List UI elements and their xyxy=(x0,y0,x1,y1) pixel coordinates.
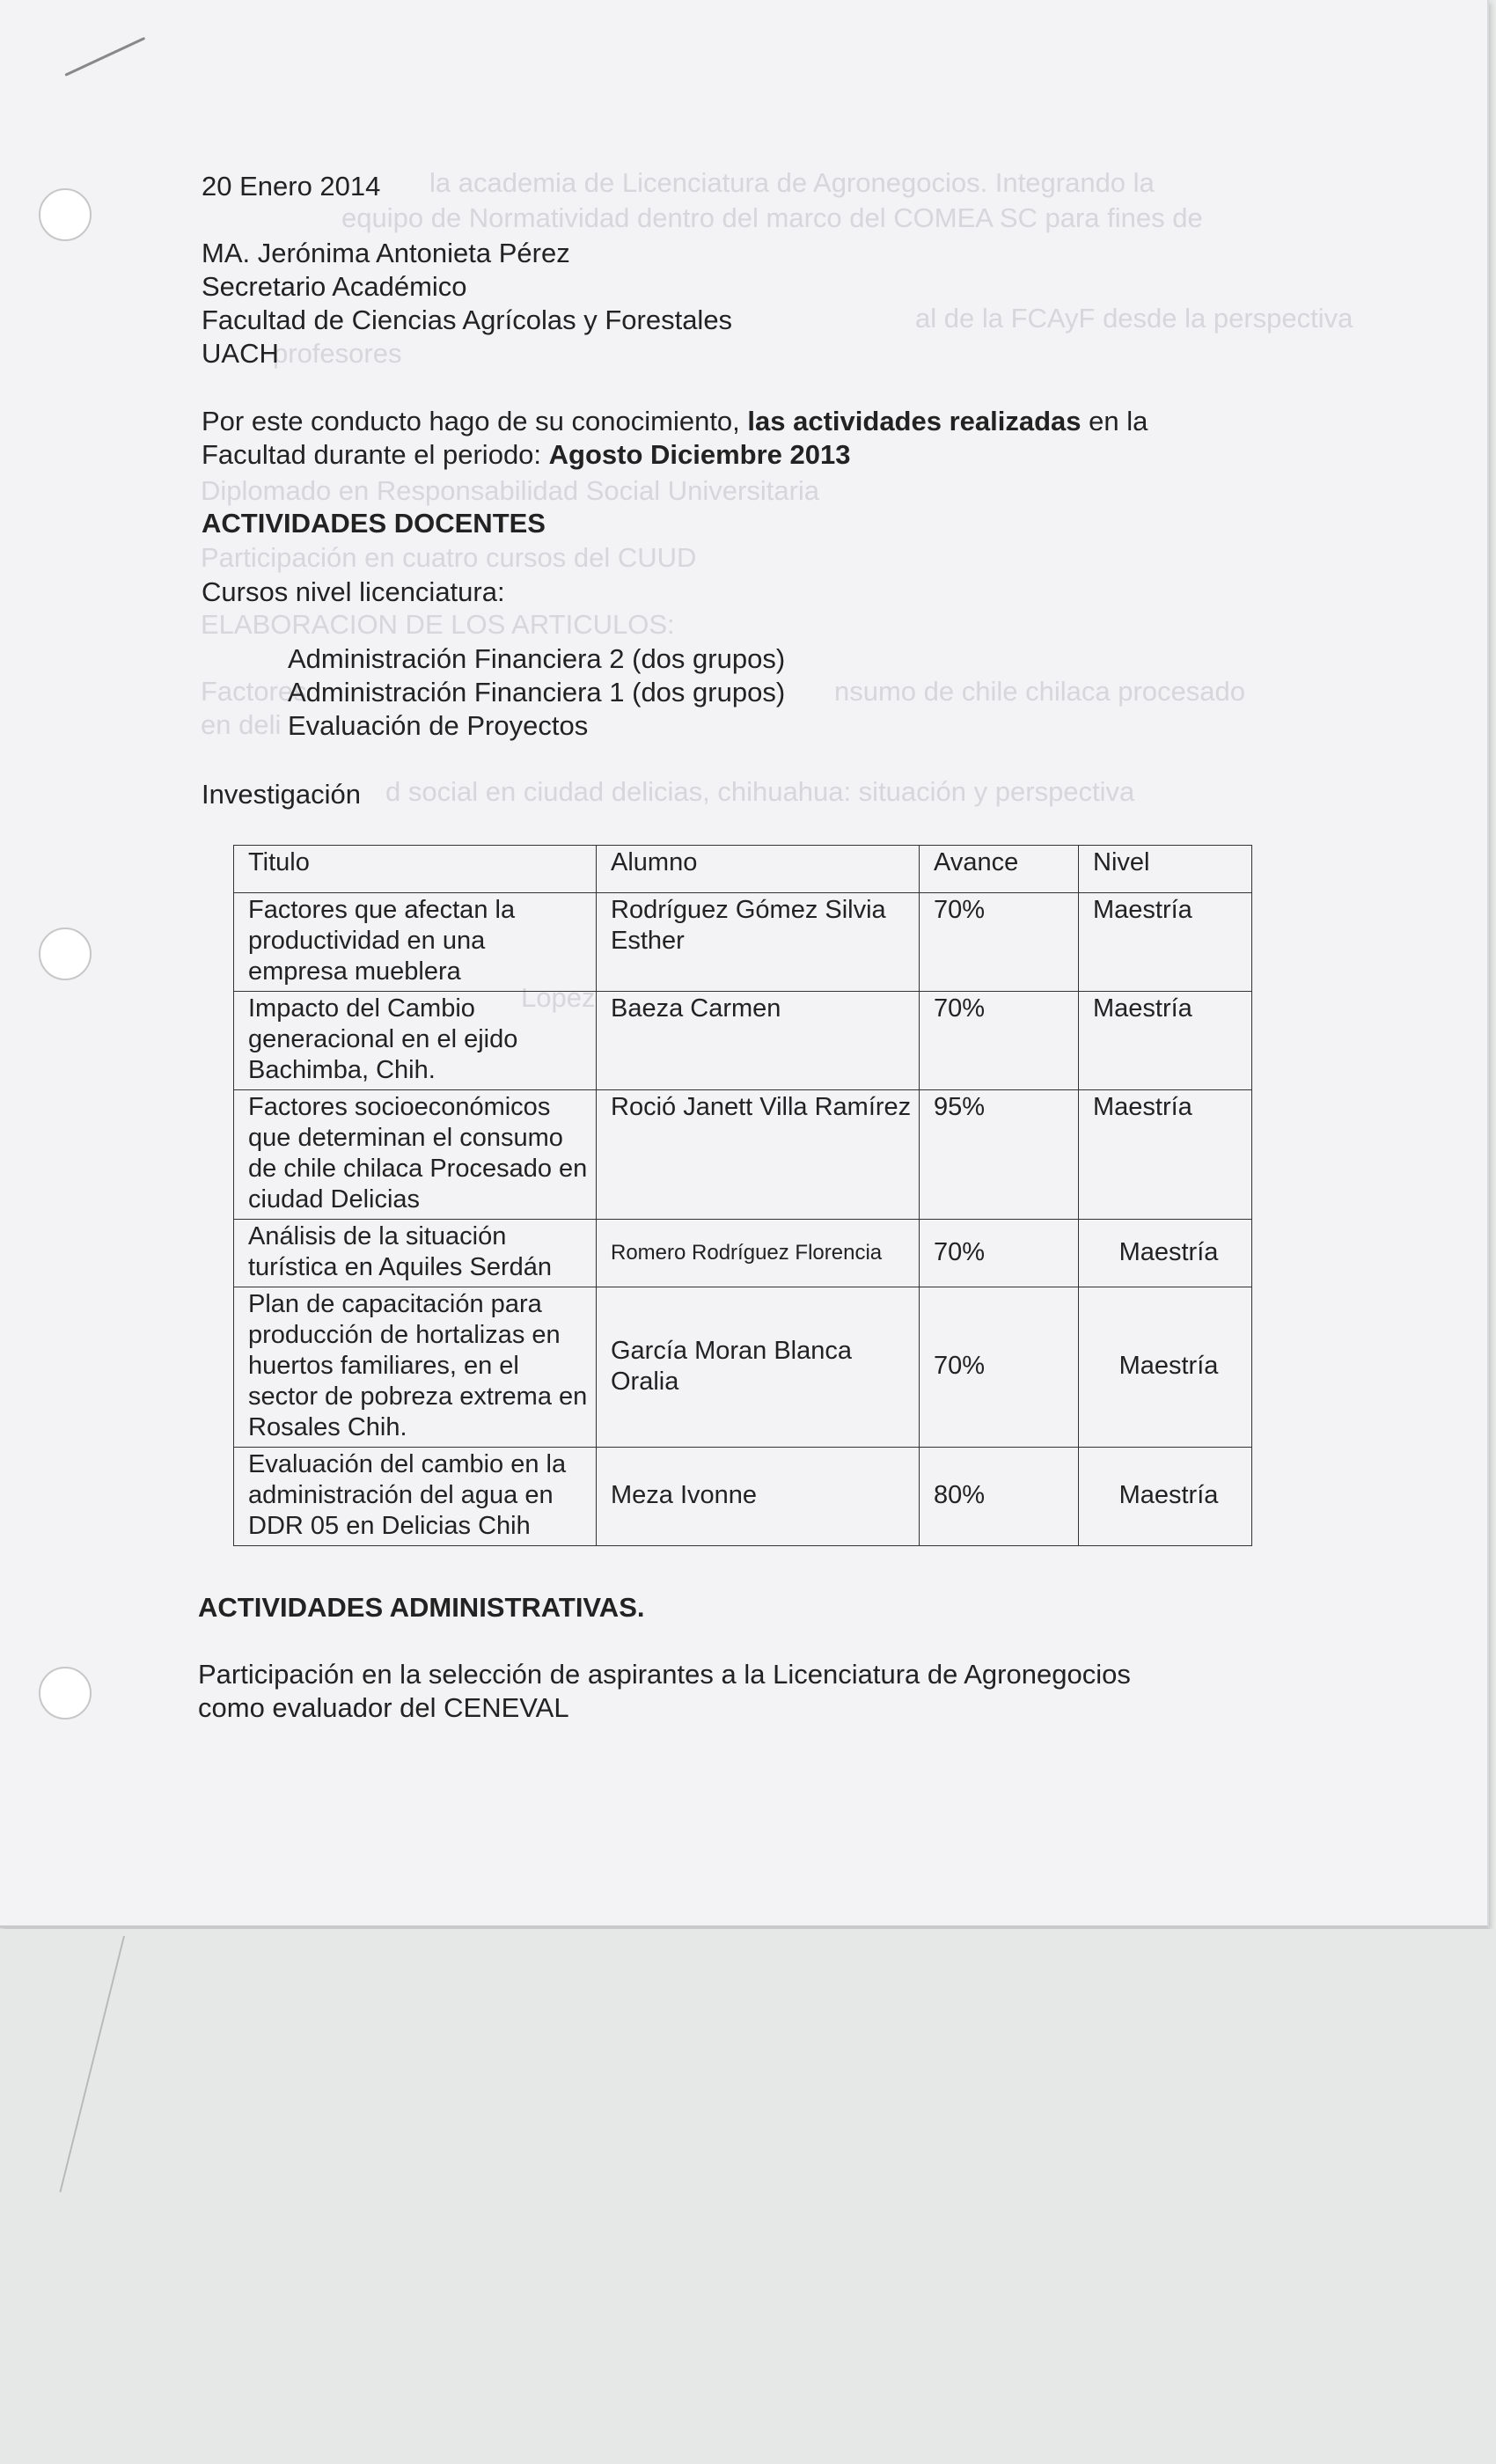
intro-line-1 xyxy=(202,405,1148,438)
avance-cell: 95% xyxy=(920,1090,1079,1220)
bleed-through-line: Participación en cuatro cursos del CUUD xyxy=(201,542,697,573)
bleed-through-line: Factores xyxy=(201,676,307,707)
admin-text-line: Participación en la selección de aspirantes a la Licenciatura de Agronegocios xyxy=(198,1659,1131,1690)
bleed-through-line: d social en ciudad delicias, chihuahua: situación y perspectiva xyxy=(385,776,1135,807)
curso-item: Administración Financiera 1 (dos grupos) xyxy=(288,677,786,708)
table-row xyxy=(234,992,1252,1090)
cursos-label: Cursos nivel licenciatura: xyxy=(202,576,505,607)
nivel-cell: Maestría xyxy=(1079,893,1252,992)
recipient-faculty: Facultad de Ciencias Agrícolas y Forestales xyxy=(202,304,733,335)
bleed-through-line: en deli xyxy=(201,709,282,740)
bleed-through-line: la academia de Licenciatura de Agronegocios. Integrando la xyxy=(429,167,1155,198)
nivel-cell: Maestría xyxy=(1079,1287,1252,1448)
curso-item: Evaluación de Proyectos xyxy=(288,710,589,741)
avance-cell: 80% xyxy=(920,1448,1079,1546)
bleed-through-line: al de la FCAyF desde la perspectiva xyxy=(915,303,1353,334)
titulo-cell: Impacto del Cambio generacional en el ejido Bachimba, Chih. xyxy=(234,992,597,1090)
intro-emphasis: las actividades realizadas xyxy=(747,406,1082,436)
avance-cell: 70% xyxy=(920,992,1079,1090)
column-header: Nivel xyxy=(1079,846,1252,893)
column-header: Avance xyxy=(920,846,1079,893)
table-row xyxy=(234,1448,1252,1546)
period-emphasis: Agosto Diciembre 2013 xyxy=(548,439,851,470)
docentes-heading: ACTIVIDADES DOCENTES xyxy=(202,508,546,539)
avance-cell: 70% xyxy=(920,1287,1079,1448)
nivel-cell: Maestría xyxy=(1079,1448,1252,1546)
table-row xyxy=(234,1090,1252,1220)
bleed-through-line: ELABORACION DE LOS ARTICULOS: xyxy=(201,609,675,640)
bleed-through-line: equipo de Normatividad dentro del marco del COMEA SC para fines de xyxy=(341,202,1203,233)
alumno-cell: Rodríguez Gómez Silvia Esther xyxy=(597,893,920,992)
titulo-cell: Factores socioeconómicos que determinan el consumo de chile chilaca Procesado en ciudad Delicias xyxy=(234,1090,597,1220)
table-header-row xyxy=(234,846,1252,893)
punch-hole-bottom xyxy=(39,1667,92,1720)
nivel-cell: Maestría xyxy=(1079,992,1252,1090)
admin-text-line: como evaluador del CENEVAL xyxy=(198,1692,569,1723)
nivel-cell: Maestría xyxy=(1079,1220,1252,1287)
letter-date: 20 Enero 2014 xyxy=(202,171,381,202)
investigation-table xyxy=(233,845,1252,1546)
bleed-through-line: Diplomado en Responsabilidad Social Universitaria xyxy=(201,475,820,506)
intro-text: Por este conducto hago de su conocimiento, xyxy=(202,406,748,436)
nivel-cell: Maestría xyxy=(1079,1090,1252,1220)
table-row xyxy=(234,1287,1252,1448)
avance-cell: 70% xyxy=(920,1220,1079,1287)
curso-item: Administración Financiera 2 (dos grupos) xyxy=(288,643,786,674)
recipient-title: Secretario Académico xyxy=(202,271,467,302)
admin-heading: ACTIVIDADES ADMINISTRATIVAS. xyxy=(198,1592,645,1623)
intro-line-2 xyxy=(202,438,851,472)
alumno-cell: Roció Janett Villa Ramírez xyxy=(597,1090,920,1220)
alumno-cell: Baeza Carmen xyxy=(597,992,920,1090)
alumno-cell: García Moran Blanca Oralia xyxy=(597,1287,920,1448)
scanner-background xyxy=(0,1929,1496,2464)
column-header: Titulo xyxy=(234,846,597,893)
titulo-cell: Evaluación del cambio en la administración del agua en DDR 05 en Delicias Chih xyxy=(234,1448,597,1546)
intro-text: Facultad durante el periodo: xyxy=(202,439,549,470)
intro-text: en la xyxy=(1081,406,1148,436)
table-row xyxy=(234,1220,1252,1287)
investigacion-label: Investigación xyxy=(202,779,361,810)
bleed-through-line: profesores xyxy=(273,338,402,369)
column-header: Alumno xyxy=(597,846,920,893)
alumno-cell: Meza Ivonne xyxy=(597,1448,920,1546)
recipient-university: UACH xyxy=(202,338,279,369)
avance-cell: 70% xyxy=(920,893,1079,992)
bleed-through-line: nsumo de chile chilaca procesado xyxy=(834,676,1245,707)
titulo-cell: Análisis de la situación turística en Aquiles Serdán xyxy=(234,1220,597,1287)
titulo-cell: Factores que afectan la productividad en una empresa mueblera xyxy=(234,893,597,992)
titulo-cell: Plan de capacitación para producción de hortalizas en huertos familiares, en el sector de pobreza extrema en Rosales Chih. xyxy=(234,1287,597,1448)
punch-hole-top xyxy=(39,188,92,241)
bleed-through-line: Lopez xyxy=(521,982,596,1013)
alumno-cell: Romero Rodríguez Florencia xyxy=(597,1220,920,1287)
punch-hole-middle xyxy=(39,928,92,980)
table-row xyxy=(234,893,1252,992)
recipient-name: MA. Jerónima Antonieta Pérez xyxy=(202,238,570,268)
